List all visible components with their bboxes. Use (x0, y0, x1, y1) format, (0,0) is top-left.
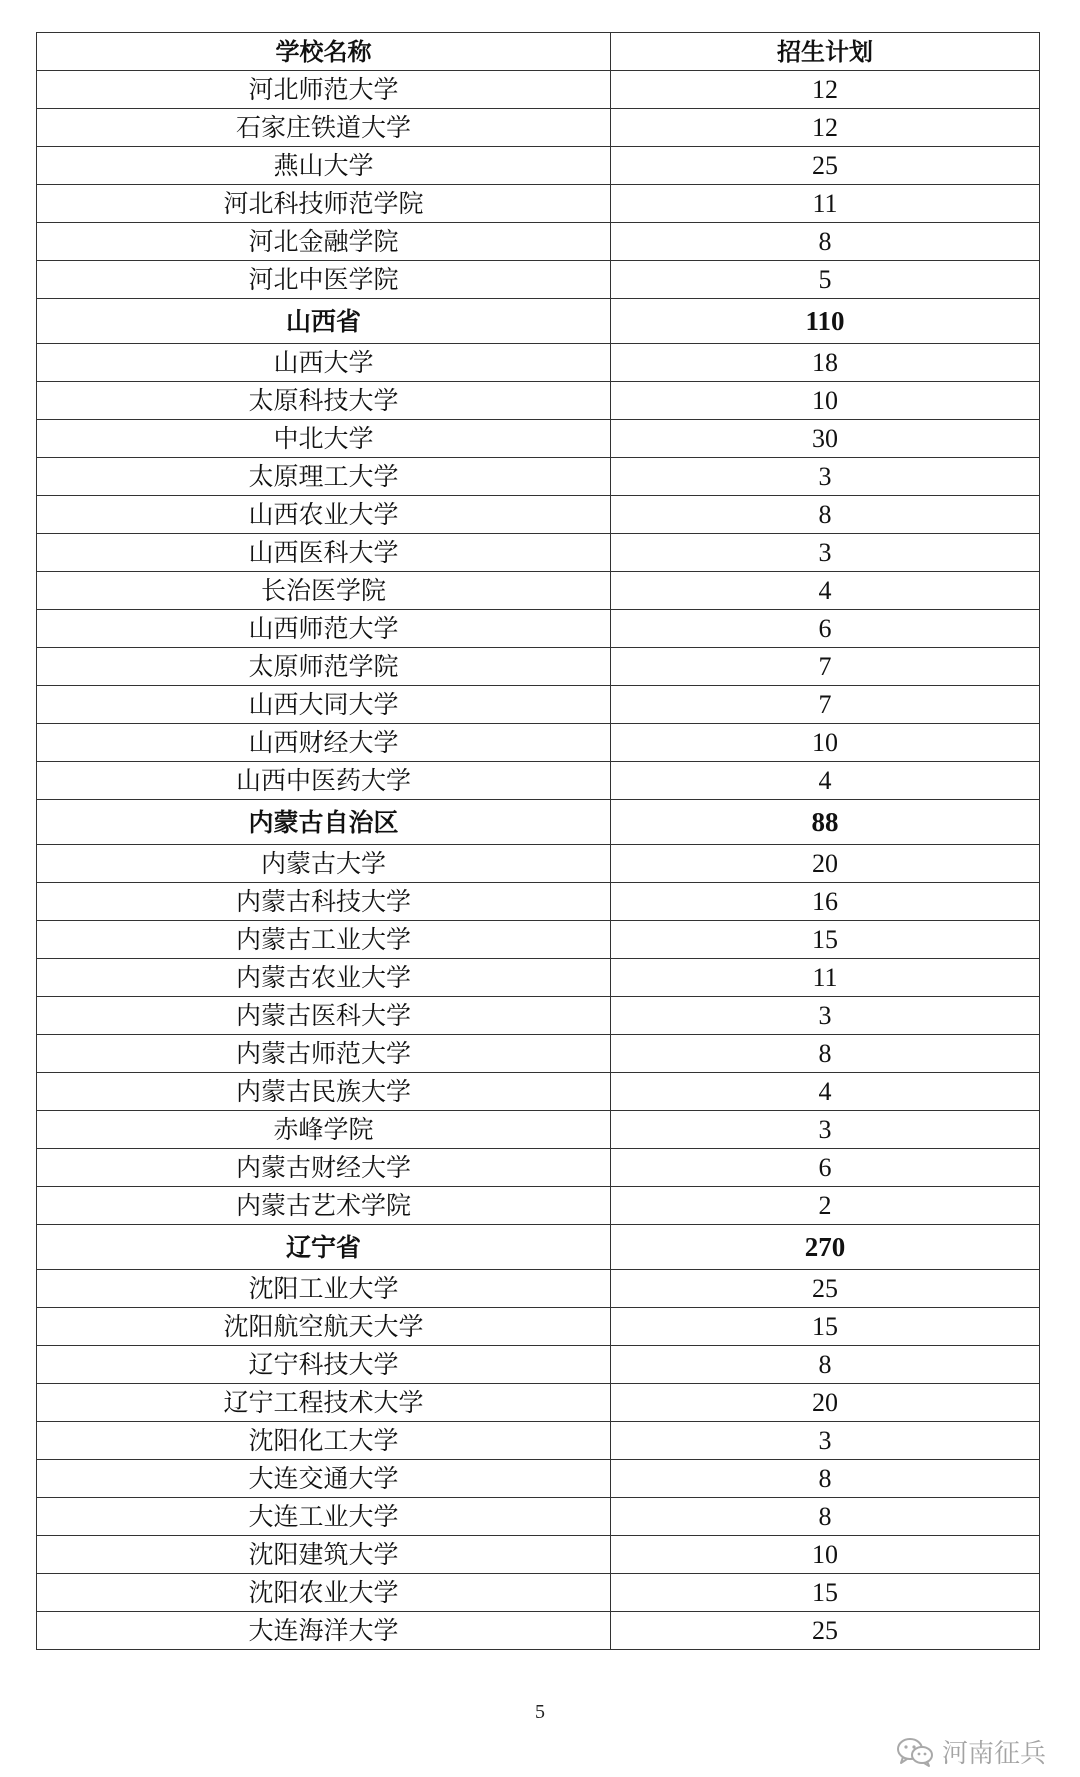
school-name: 太原科技大学 (37, 382, 611, 420)
enrollment-count: 25 (611, 1270, 1040, 1308)
school-name: 大连工业大学 (37, 1498, 611, 1536)
school-name: 沈阳化工大学 (37, 1422, 611, 1460)
enrollment-count: 10 (611, 1536, 1040, 1574)
school-name: 沈阳农业大学 (37, 1574, 611, 1612)
province-name: 山西省 (37, 299, 611, 344)
table-row (37, 1612, 1040, 1650)
school-name: 大连交通大学 (37, 1460, 611, 1498)
province-subtotal-row (37, 1225, 1040, 1270)
table-row (37, 997, 1040, 1035)
table-row (37, 610, 1040, 648)
school-name: 河北科技师范学院 (37, 185, 611, 223)
school-name: 大连海洋大学 (37, 1612, 611, 1650)
enrollment-count: 25 (611, 147, 1040, 185)
enrollment-count: 11 (611, 185, 1040, 223)
table-row (37, 458, 1040, 496)
school-name: 山西医科大学 (37, 534, 611, 572)
table-row (37, 762, 1040, 800)
school-name: 辽宁科技大学 (37, 1346, 611, 1384)
school-name: 沈阳航空航天大学 (37, 1308, 611, 1346)
table-row (37, 921, 1040, 959)
table-row (37, 1536, 1040, 1574)
province-total: 110 (611, 299, 1040, 344)
school-name: 石家庄铁道大学 (37, 109, 611, 147)
school-name: 内蒙古科技大学 (37, 883, 611, 921)
table-row (37, 496, 1040, 534)
enrollment-count: 16 (611, 883, 1040, 921)
school-name: 河北金融学院 (37, 223, 611, 261)
table-row (37, 1308, 1040, 1346)
watermark (896, 1733, 1046, 1770)
enrollment-count: 8 (611, 496, 1040, 534)
table-row (37, 883, 1040, 921)
school-name: 辽宁工程技术大学 (37, 1384, 611, 1422)
table-header-row (37, 33, 1040, 71)
school-name: 沈阳工业大学 (37, 1270, 611, 1308)
table-row (37, 109, 1040, 147)
table-row (37, 420, 1040, 458)
enrollment-count: 30 (611, 420, 1040, 458)
enrollment-count: 15 (611, 1574, 1040, 1612)
table-row (37, 1384, 1040, 1422)
table-row (37, 648, 1040, 686)
table-body (37, 71, 1040, 1650)
table-row (37, 1346, 1040, 1384)
enrollment-count: 6 (611, 1149, 1040, 1187)
watermark-text: 河南征兵 (941, 1739, 1046, 1769)
school-name: 燕山大学 (37, 147, 611, 185)
school-name: 内蒙古医科大学 (37, 997, 611, 1035)
table-row (37, 1498, 1040, 1536)
enrollment-count: 3 (611, 1111, 1040, 1149)
school-name: 中北大学 (37, 420, 611, 458)
table-row (37, 1111, 1040, 1149)
enrollment-count: 3 (611, 997, 1040, 1035)
table-row (37, 1149, 1040, 1187)
enrollment-count: 6 (611, 610, 1040, 648)
table-row (37, 1035, 1040, 1073)
province-name: 辽宁省 (37, 1225, 611, 1270)
enrollment-count: 5 (611, 261, 1040, 299)
school-name: 内蒙古师范大学 (37, 1035, 611, 1073)
table-row (37, 686, 1040, 724)
province-subtotal-row (37, 299, 1040, 344)
table-row (37, 147, 1040, 185)
table-row (37, 71, 1040, 109)
school-name: 山西师范大学 (37, 610, 611, 648)
enrollment-count: 3 (611, 1422, 1040, 1460)
table-row (37, 185, 1040, 223)
school-name: 太原理工大学 (37, 458, 611, 496)
table-row (37, 1270, 1040, 1308)
school-name: 长治医学院 (37, 572, 611, 610)
province-total: 270 (611, 1225, 1040, 1270)
school-name: 沈阳建筑大学 (37, 1536, 611, 1574)
school-name: 内蒙古工业大学 (37, 921, 611, 959)
enrollment-count: 25 (611, 1612, 1040, 1650)
table-row (37, 845, 1040, 883)
school-name: 内蒙古大学 (37, 845, 611, 883)
school-name: 太原师范学院 (37, 648, 611, 686)
enrollment-count: 10 (611, 382, 1040, 420)
school-name: 内蒙古民族大学 (37, 1073, 611, 1111)
school-name: 山西大同大学 (37, 686, 611, 724)
school-name: 山西财经大学 (37, 724, 611, 762)
enrollment-count: 4 (611, 762, 1040, 800)
enrollment-count: 20 (611, 845, 1040, 883)
enrollment-count: 20 (611, 1384, 1040, 1422)
table-row (37, 1187, 1040, 1225)
table-row (37, 572, 1040, 610)
school-name: 内蒙古财经大学 (37, 1149, 611, 1187)
enrollment-count: 18 (611, 344, 1040, 382)
enrollment-count: 8 (611, 1346, 1040, 1384)
enrollment-count: 12 (611, 71, 1040, 109)
table-row (37, 959, 1040, 997)
table-row (37, 534, 1040, 572)
enrollment-count: 15 (611, 921, 1040, 959)
enrollment-count: 12 (611, 109, 1040, 147)
enrollment-count: 7 (611, 686, 1040, 724)
enrollment-plan-table (36, 32, 1040, 1650)
school-name: 山西农业大学 (37, 496, 611, 534)
enrollment-count: 8 (611, 1035, 1040, 1073)
enrollment-count: 7 (611, 648, 1040, 686)
wechat-icon (896, 1736, 934, 1768)
table-row (37, 724, 1040, 762)
enrollment-count: 15 (611, 1308, 1040, 1346)
enrollment-count: 4 (611, 1073, 1040, 1111)
enrollment-count: 4 (611, 572, 1040, 610)
table-row (37, 223, 1040, 261)
enrollment-count: 8 (611, 223, 1040, 261)
table-row (37, 261, 1040, 299)
table-row (37, 1574, 1040, 1612)
table-row (37, 1073, 1040, 1111)
table-row (37, 1422, 1040, 1460)
province-total: 88 (611, 800, 1040, 845)
enrollment-count: 3 (611, 458, 1040, 496)
school-name: 赤峰学院 (37, 1111, 611, 1149)
school-name: 内蒙古艺术学院 (37, 1187, 611, 1225)
school-name: 山西中医药大学 (37, 762, 611, 800)
enrollment-count: 8 (611, 1460, 1040, 1498)
enrollment-count: 3 (611, 534, 1040, 572)
enrollment-count: 2 (611, 1187, 1040, 1225)
table-row (37, 382, 1040, 420)
province-name: 内蒙古自治区 (37, 800, 611, 845)
province-subtotal-row (37, 800, 1040, 845)
enrollment-count: 10 (611, 724, 1040, 762)
header-enrollment-plan: 招生计划 (611, 33, 1040, 71)
school-name: 山西大学 (37, 344, 611, 382)
table-row (37, 344, 1040, 382)
school-name: 河北师范大学 (37, 71, 611, 109)
header-school-name: 学校名称 (37, 33, 611, 71)
enrollment-count: 11 (611, 959, 1040, 997)
table-row (37, 1460, 1040, 1498)
school-name: 内蒙古农业大学 (37, 959, 611, 997)
enrollment-count: 8 (611, 1498, 1040, 1536)
school-name: 河北中医学院 (37, 261, 611, 299)
page-number: 5 (535, 1701, 545, 1723)
